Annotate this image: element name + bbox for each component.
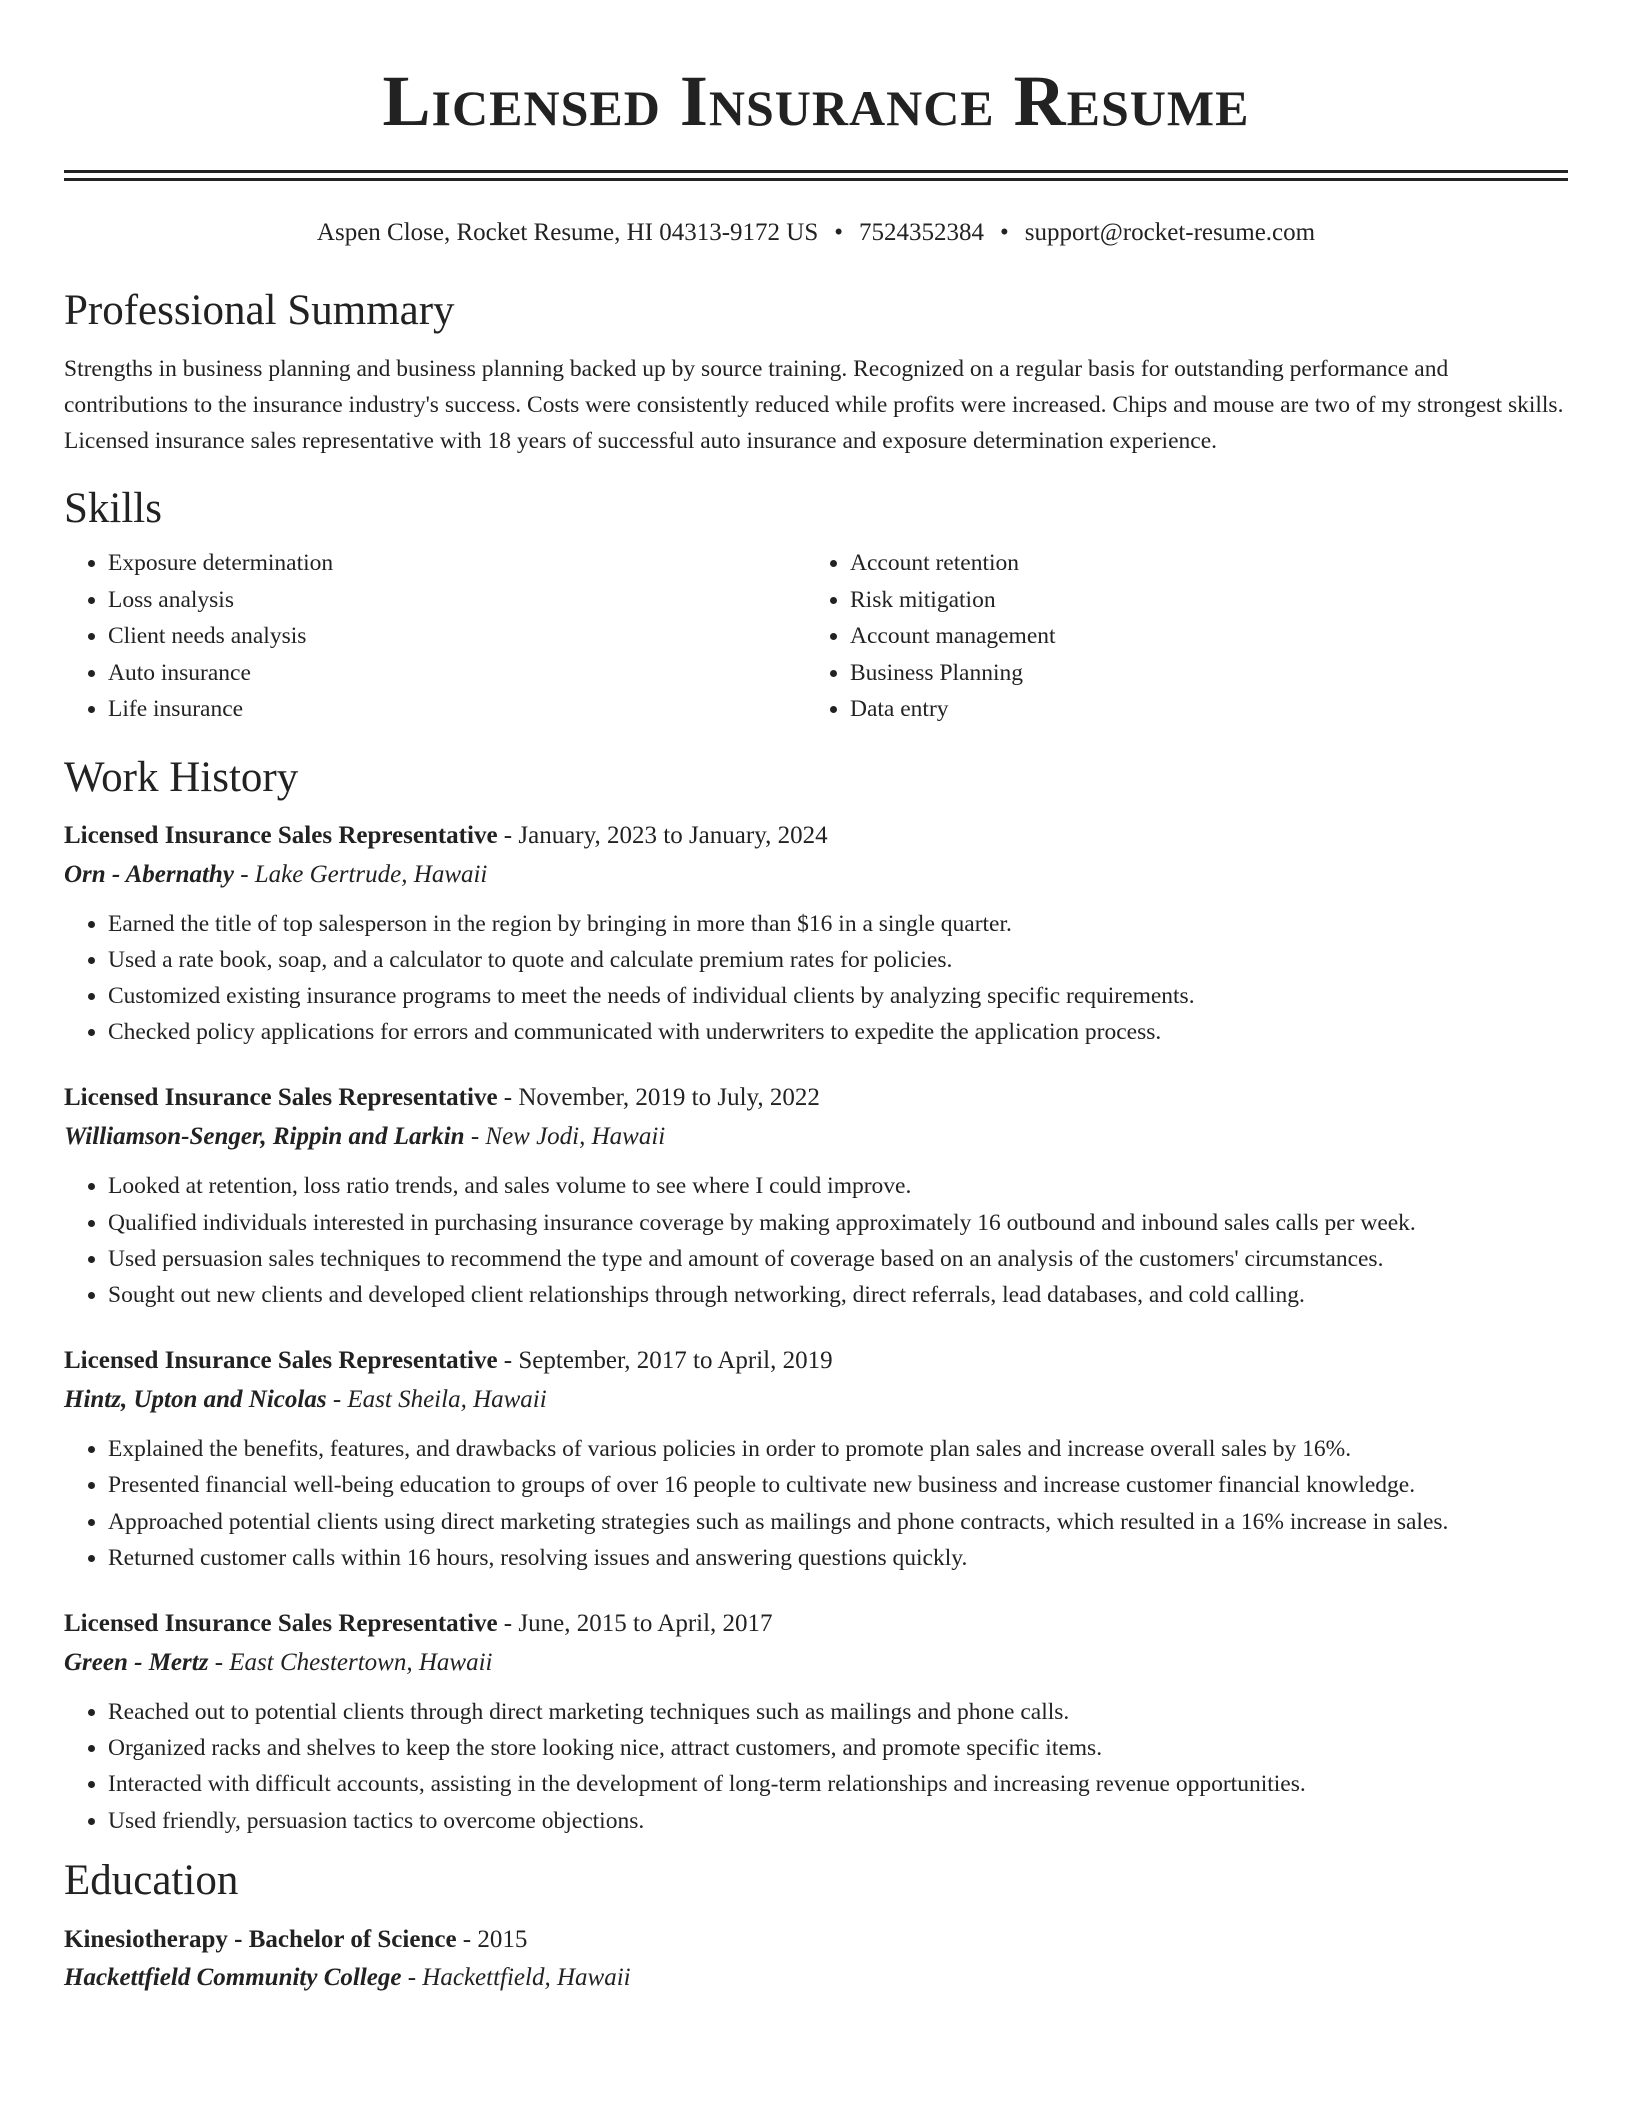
job-title: Licensed Insurance Sales Representative <box>64 1609 498 1637</box>
job-company: Green - Mertz <box>64 1648 209 1676</box>
job-bullet: • Used a rate book, soap, and a calculator to quote and calculate premium rates for policies. <box>108 942 1568 978</box>
job-entry <box>64 1341 1568 1576</box>
education-school: Hackettfield Community College <box>64 1963 402 1991</box>
job-company-line <box>64 1118 1568 1156</box>
contact-address: Aspen Close, Rocket Resume, HI 04313-9172 US <box>316 219 819 246</box>
education-section <box>64 1855 1568 1997</box>
job-bullet: • Presented financial well-being education to groups of over 16 people to cultivate new business and increase customer financial knowledge. <box>108 1467 1568 1503</box>
job-header <box>64 816 1568 856</box>
job-dates: June, 2015 to April, 2017 <box>518 1609 773 1637</box>
job-company: Williamson-Senger, Rippin and Larkin <box>64 1123 465 1151</box>
dash: - <box>497 1084 519 1112</box>
job-dates: January, 2023 to January, 2024 <box>518 821 828 849</box>
education-header <box>64 1921 1568 1959</box>
job-bullet: • Checked policy applications for errors and communicated with underwriters to expedite the application process. <box>108 1014 1568 1050</box>
job-bullets <box>64 1694 1568 1839</box>
title-divider <box>64 170 1568 181</box>
dash: - <box>464 1123 486 1151</box>
job-bullet: • Used friendly, persuasion tactics to overcome objections. <box>108 1803 1568 1839</box>
job-bullet: • Approached potential clients using direct marketing strategies such as mailings and phone contracts, which resulted in a 16% increase in sales. <box>108 1504 1568 1540</box>
dash: - <box>233 860 255 888</box>
education-year: 2015 <box>477 1925 528 1953</box>
dash: - <box>497 821 519 849</box>
job-title: Licensed Insurance Sales Representative <box>64 821 498 849</box>
job-bullet: • Earned the title of top salesperson in the region by bringing in more than $16 in a single quarter. <box>108 906 1568 942</box>
contact-line <box>64 217 1568 249</box>
job-bullet: • Explained the benefits, features, and drawbacks of various policies in order to promote plan sales and increase overall sales by 16%. <box>108 1431 1568 1467</box>
education-school-line <box>64 1959 1568 1997</box>
job-entry <box>64 1078 1568 1313</box>
job-bullet: • Organized racks and shelves to keep the store looking nice, attract customers, and promote specific items. <box>108 1730 1568 1766</box>
contact-email: support@rocket-resume.com <box>1024 219 1316 246</box>
skills-column-left <box>64 545 806 728</box>
job-bullet: • Looked at retention, loss ratio trends, and sales volume to see where I could improve. <box>108 1168 1568 1204</box>
job-bullet: • Returned customer calls within 16 hours, resolving issues and answering questions quickly. <box>108 1540 1568 1576</box>
skills-list <box>64 545 1568 728</box>
skill-item: • Loss analysis <box>108 582 806 619</box>
job-bullets <box>64 906 1568 1051</box>
job-bullet: • Interacted with difficult accounts, assisting in the development of long-term relationships and increasing revenue opportunities. <box>108 1766 1568 1802</box>
job-title: Licensed Insurance Sales Representative <box>64 1084 498 1112</box>
summary-heading: Professional Summary <box>64 287 455 334</box>
skill-item: • Account management <box>850 618 1548 655</box>
job-title: Licensed Insurance Sales Representative <box>64 1347 498 1375</box>
job-company: Orn - Abernathy <box>64 860 234 888</box>
skills-column-right <box>806 545 1548 728</box>
summary-section <box>64 285 1568 459</box>
job-entry <box>64 816 1568 1051</box>
skill-item: • Account retention <box>850 545 1548 582</box>
job-header <box>64 1341 1568 1381</box>
dash: - <box>456 1925 478 1953</box>
skill-item: • Auto insurance <box>108 655 806 692</box>
job-bullets <box>64 1168 1568 1313</box>
dash: - <box>401 1963 423 1991</box>
skill-item: • Risk mitigation <box>850 582 1548 619</box>
job-location: New Jodi, Hawaii <box>485 1123 666 1151</box>
education-heading: Education <box>64 1856 239 1904</box>
contact-separator: • <box>834 219 844 246</box>
skill-item: • Exposure determination <box>108 545 806 582</box>
dash: - <box>497 1347 519 1375</box>
job-company: Hintz, Upton and Nicolas <box>64 1386 327 1414</box>
job-header <box>64 1078 1568 1118</box>
job-bullet: • Qualified individuals interested in purchasing insurance coverage by making approximately 16 outbound and inbound sales calls per week. <box>108 1205 1568 1241</box>
job-dates: November, 2019 to July, 2022 <box>518 1084 820 1112</box>
dash: - <box>326 1386 348 1414</box>
job-dates: September, 2017 to April, 2019 <box>518 1347 833 1375</box>
education-degree: Kinesiotherapy - Bachelor of Science <box>64 1925 457 1953</box>
job-location: East Sheila, Hawaii <box>347 1386 547 1414</box>
contact-phone: 7524352384 <box>859 219 985 246</box>
job-entry <box>64 1604 1568 1839</box>
dash: - <box>208 1648 230 1676</box>
skills-section <box>64 483 1568 728</box>
job-location: Lake Gertrude, Hawaii <box>254 860 488 888</box>
job-bullet: • Customized existing insurance programs to meet the needs of individual clients by analyzing specific requirements. <box>108 978 1568 1014</box>
job-bullet: • Reached out to potential clients through direct marketing techniques such as mailings and phone calls. <box>108 1694 1568 1730</box>
work-history-section <box>64 752 1568 1839</box>
resume-title: Licensed Insurance Resume <box>382 61 1250 141</box>
skill-item: • Business Planning <box>850 655 1548 692</box>
job-bullet: • Used persuasion sales techniques to recommend the type and amount of coverage based on an analysis of the customers' circumstances. <box>108 1241 1568 1277</box>
education-location: Hackettfield, Hawaii <box>422 1963 631 1991</box>
skill-item: • Life insurance <box>108 691 806 728</box>
contact-separator: • <box>1000 219 1009 246</box>
skill-item: • Data entry <box>850 691 1548 728</box>
work-history-heading: Work History <box>64 753 299 801</box>
job-bullets <box>64 1431 1568 1576</box>
dash: - <box>497 1609 519 1637</box>
education-entry <box>64 1921 1568 1997</box>
summary-text: Strengths in business planning and business planning backed up by source training. Recognized on a regular basis for outstanding performance and contributions to the insurance industry's success. Costs were consistently reduced while profits were increased. Chips and mouse are two of my strongest skills. Licensed insurance sales representative with 18 years of successful auto insurance and exposure determination experience. <box>64 356 1564 454</box>
job-company-line <box>64 1381 1568 1419</box>
job-header <box>64 1604 1568 1644</box>
job-location: East Chestertown, Hawaii <box>229 1648 493 1676</box>
skills-heading: Skills <box>64 485 162 532</box>
job-company-line <box>64 1644 1568 1682</box>
job-company-line <box>64 856 1568 894</box>
job-bullet: • Sought out new clients and developed client relationships through networking, direct referrals, lead databases, and cold calling. <box>108 1277 1568 1313</box>
skill-item: • Client needs analysis <box>108 618 806 655</box>
